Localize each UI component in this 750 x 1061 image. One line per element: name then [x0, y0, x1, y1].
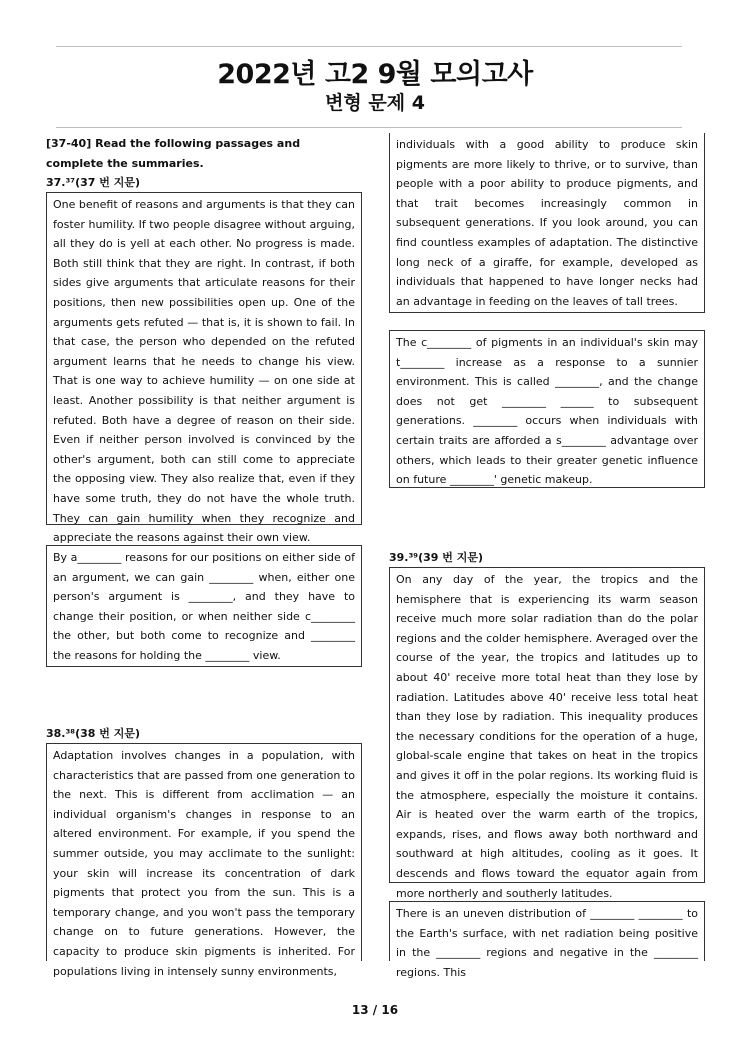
q38-summary-text: The c________ of pigments in an individual's skin may t________ increase as a response to a sunnier environment. This is called ________, and the change does not get ________ ______ to subsequent generations. ________ occurs when individuals with certain traits are afforded a s________ advantage over others, which leads to their greater genetic influence on future ________' genetic makeup. — [396, 336, 698, 487]
page-title: 2022년 고2 9월 모의고사 — [217, 59, 533, 90]
q38-passage-text-part1: Adaptation involves changes in a population, with characteristics that are passed from one generation to the next. This is different from acclimation — an individual organism's changes in response to an altered environment. For example, if you spend the summer outside, you may acclimate to the sunlight: your skin will increase its concentration of dark pigments that protect you from the sun. This is a temporary change, and you won't pass the temporary change on to future generations. However, the capacity to produce skin pigments is inherited. For populations living in intensely sunny environments, — [53, 749, 355, 978]
q39-summary-box — [389, 901, 705, 979]
q39-passage-box — [389, 567, 705, 900]
q37-summary-text: By a________ reasons for our positions on either side of an argument, we can gain ________ when, either one person's argument is ________, and they have to change their position, or when neither side c________ the other, but both come to recognize and ________ the reasons for holding the ________ view. — [53, 551, 355, 662]
q37-passage-text: One benefit of reasons and arguments is that they can foster humility. If two people disagree without arguing, all they do is yell at each other. No progress is made. Both still think that they are right. In contrast, if both sides give arguments that articulate reasons for their positions, then new possibilities open up. One of the arguments gets refuted — that is, it is shown to fail. In that case, the person who depended on the refuted argument learns that he needs to change his view. That is one way to achieve humility — on one side at least. Another possibility is that neither argument is refuted. Both have a degree of reason on their side. Even if neither person involved is convinced by the other's argument, both can still come to appreciate the opposing view. They also realize that, even if they have some truth, they do not have the whole truth. They can gain humility when they recognize and appreciate the reasons against their own view. — [53, 198, 355, 545]
q37-summary-box — [46, 545, 362, 667]
q37-passage-box — [46, 192, 362, 545]
instruction-text: [37-40] Read the following passages and complete the summaries. — [46, 137, 301, 170]
q39-passage-text: On any day of the year, the tropics and the hemisphere that is experiencing its warm season receive much more solar radiation than do the polar regions and the colder hemisphere. Averaged over the course of the year, the tropics and latitudes up to about 40' receive more total heat than they lose by radiation. Latitudes above 40' receive less total heat than they lose by radiation. This inequality produces the necessary conditions for the operation of a huge, global-scale engine that takes on heat in the tropics and gives it off in the polar regions. Its working fluid is the atmosphere, especially the moisture it contains. Air is heated over the warm earth of the tropics, expands, rises, and flows away both northward and southward at high altitudes, cooling as it goes. It descends and flows toward the equator again from more northerly and southerly latitudes. — [396, 573, 698, 900]
q38-passage-box-part1 — [46, 743, 362, 978]
q38-label: 38.³⁸(38 번 지문) — [46, 727, 141, 740]
header-bottom-rule — [56, 127, 682, 128]
q39-label: 39.³⁹(39 번 지문) — [389, 551, 484, 564]
q38-passage-text-part2: individuals with a good ability to produce skin pigments are more likely to thrive, or to survive, than people with a poor ability to produce pigments, and that trait becomes increasingly common in subsequent generations. If you look around, you can find countless examples of adaptation. The distinctive long neck of a giraffe, for example, developed as individuals that happened to have longer necks had an advantage in feeding on the leaves of tall trees. — [396, 138, 698, 308]
q38-passage-box-part2 — [389, 133, 705, 313]
q38-summary-box — [389, 330, 705, 488]
q39-summary-text: There is an uneven distribution of ________ ________ to the Earth's surface, with net radiation being positive in the ________ regions and negative in the ________ regions. This — [396, 907, 698, 979]
q37-label: 37.³⁷(37 번 지문) — [46, 176, 141, 189]
page-subtitle: 변형 문제 4 — [325, 92, 425, 114]
page-number: 13 / 16 — [351, 1003, 399, 1017]
top-rule — [56, 46, 682, 47]
